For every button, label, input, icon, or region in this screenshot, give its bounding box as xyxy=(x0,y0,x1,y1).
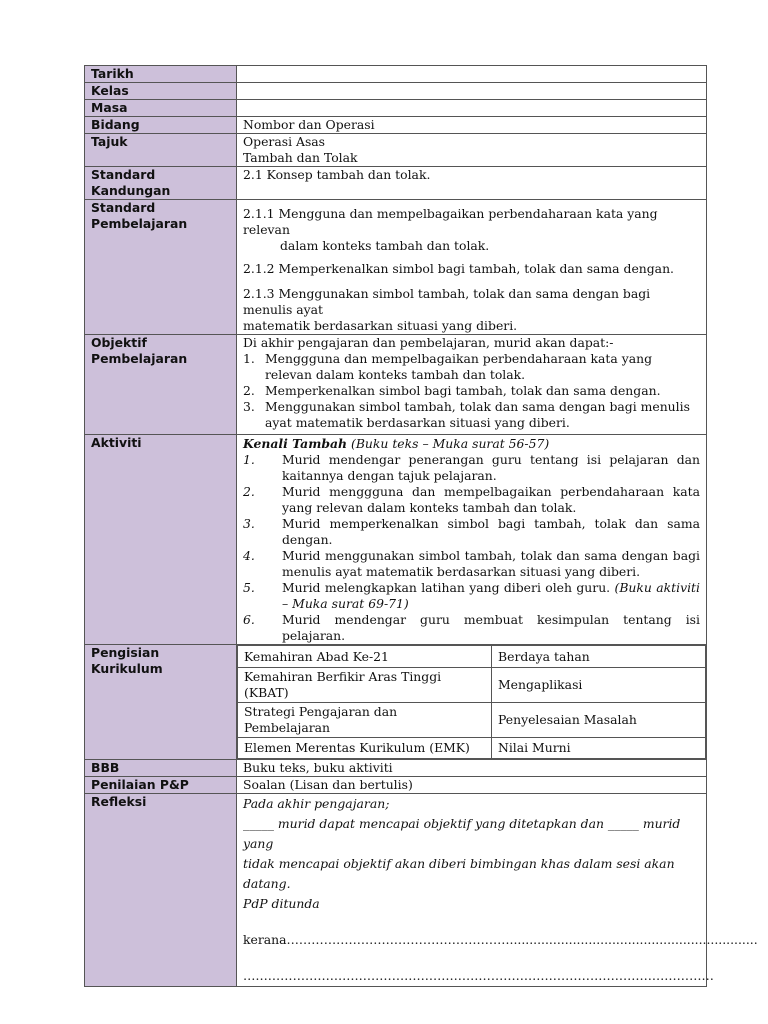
row-penilaian xyxy=(85,777,707,794)
row-bbb xyxy=(85,760,707,777)
aktiviti-item: 5. Murid melengkapkan latihan yang diberi oleh guru. (Buku aktiviti – Muka surat 69-71) xyxy=(243,580,700,611)
value-standard-pembelajaran xyxy=(237,200,707,335)
objektif-list xyxy=(243,351,700,431)
pengisian-table xyxy=(237,645,706,759)
label-standard-kandungan: Standard Kandungan xyxy=(85,167,237,200)
refleksi-line-5: kerana………………………………………………............................................................... xyxy=(243,932,758,947)
refleksi-line-4: PdP ditunda xyxy=(243,896,320,911)
sp-item-3-text: 2.1.3 Menggunakan simbol tambah, tolak dan sama dengan bagi menulis ayat xyxy=(243,286,651,317)
value-tajuk xyxy=(237,134,707,167)
row-kelas xyxy=(85,83,707,100)
row-tajuk xyxy=(85,134,707,167)
row-pengisian xyxy=(85,645,707,760)
refleksi-line-3: tidak mencapai objektif akan diberi bimbingan khas dalam sesi akan datang. xyxy=(243,856,675,891)
aktiviti-item: 6. Murid mendengar guru membuat kesimpulan tentang isi pelajaran. xyxy=(243,612,700,643)
sp-item-1-text: 2.1.1 Mengguna dan mempelbagaikan perbendaharaan kata yang relevan xyxy=(243,206,658,237)
label-obj-line-1: Objektif xyxy=(91,335,147,350)
value-penilaian: Soalan (Lisan dan bertulis) xyxy=(237,777,707,794)
row-standard-kandungan xyxy=(85,167,707,200)
label-kelas: Kelas xyxy=(85,83,237,100)
objektif-intro: Di akhir pengajaran dan pembelajaran, murid akan dapat:- xyxy=(243,335,614,350)
aktiviti-item: 3. Murid memperkenalkan simbol bagi tambah, tolak dan sama dengan. xyxy=(243,516,700,547)
objektif-item: 3. Menggunakan simbol tambah, tolak dan sama dengan bagi menulis ayat matematik berdasarkan situasi yang diberi. xyxy=(243,399,690,430)
tajuk-line-1: Operasi Asas xyxy=(243,134,326,149)
tajuk-line-2: Tambah dan Tolak xyxy=(243,150,358,165)
label-obj-line-2: Pembelajaran xyxy=(91,351,188,366)
value-aktiviti xyxy=(237,435,707,645)
value-pengisian xyxy=(237,645,707,760)
pengisian-row: Elemen Merentas Kurikulum (EMK) Nilai Murni xyxy=(238,738,706,759)
value-bbb: Buku teks, buku aktiviti xyxy=(237,760,707,777)
label-masa: Masa xyxy=(85,100,237,117)
aktiviti-title xyxy=(243,436,700,452)
value-masa[interactable] xyxy=(237,100,707,117)
pengisian-row: Strategi Pengajaran dan Pembelajaran Penyelesaian Masalah xyxy=(238,703,706,738)
aktiviti-list xyxy=(243,452,700,644)
label-tajuk: Tajuk xyxy=(85,134,237,167)
sp-item-2 xyxy=(243,261,700,277)
lesson-plan-table xyxy=(84,65,758,987)
value-standard-kandungan: 2.1 Konsep tambah dan tolak. xyxy=(237,167,707,200)
label-standard-pembelajaran xyxy=(85,200,237,335)
refleksi-line-6: …………………………………………………………………………………………………… xyxy=(243,968,714,983)
label-bidang: Bidang xyxy=(85,117,237,134)
row-refleksi xyxy=(85,794,707,987)
aktiviti-title-bold: Kenali Tambah xyxy=(243,436,348,451)
refleksi-line-1: Pada akhir pengajaran; xyxy=(243,796,390,811)
value-tarikh[interactable] xyxy=(237,66,707,83)
objektif-item: 2. Memperkenalkan simbol bagi tambah, tolak dan sama dengan. xyxy=(243,383,661,398)
row-bidang xyxy=(85,117,707,134)
row-objektif xyxy=(85,335,707,435)
value-kelas[interactable] xyxy=(237,83,707,100)
aktiviti-item: 4. Murid menggunakan simbol tambah, tolak dan sama dengan bagi menulis ayat matematik berdasarkan situasi yang diberi. xyxy=(243,548,700,579)
aktiviti-item: 1. Murid mendengar penerangan guru tentang isi pelajaran dan kaitannya dengan tajuk pelajaran. xyxy=(243,452,700,483)
aktiviti-item: 2. Murid menggguna dan mempelbagaikan perbendaharaan kata yang relevan dalam konteks tambah dan tolak. xyxy=(243,484,700,515)
sp-item-1-cont: dalam konteks tambah dan tolak. xyxy=(280,238,490,253)
row-tarikh xyxy=(85,66,707,83)
row-standard-pembelajaran xyxy=(85,200,707,335)
label-aktiviti: Aktiviti xyxy=(85,435,237,645)
sp-item-3 xyxy=(243,286,700,334)
label-penilaian: Penilaian P&P xyxy=(85,777,237,794)
value-refleksi xyxy=(237,794,758,987)
label-sp-line-2: Pembelajaran xyxy=(91,216,188,231)
label-refleksi: Refleksi xyxy=(85,794,237,987)
label-objektif xyxy=(85,335,237,435)
row-aktiviti xyxy=(85,435,707,645)
sp-item-1 xyxy=(243,206,700,254)
refleksi-line-2: _____ murid dapat mencapai objektif yang ditetapkan dan _____ murid yang xyxy=(243,816,681,851)
value-objektif xyxy=(237,335,707,435)
aktiviti-title-ref: (Buku teks – Muka surat 56-57) xyxy=(350,436,550,451)
objektif-item: 1. Mengggunа dan mempelbagaikan perbendaharaan kata yang relevan dalam konteks tambah dan tolak. xyxy=(243,351,653,382)
label-bbb: BBB xyxy=(85,760,237,777)
label-tarikh: Tarikh xyxy=(85,66,237,83)
label-sp-line-1: Standard xyxy=(91,200,156,215)
sp-item-2-text: 2.1.2 Memperkenalkan simbol bagi tambah, tolak dan sama dengan. xyxy=(243,261,674,276)
row-masa xyxy=(85,100,707,117)
label-pengisian: Pengisian Kurikulum xyxy=(85,645,237,760)
pengisian-row: Kemahiran Berfikir Aras Tinggi (KBAT) Mengaplikasi xyxy=(238,668,706,703)
pengisian-row: Kemahiran Abad Ke-21 Berdaya tahan xyxy=(238,646,706,668)
sp-item-3-cont: matematik berdasarkan situasi yang diberi. xyxy=(243,318,518,333)
value-bidang: Nombor dan Operasi xyxy=(237,117,707,134)
